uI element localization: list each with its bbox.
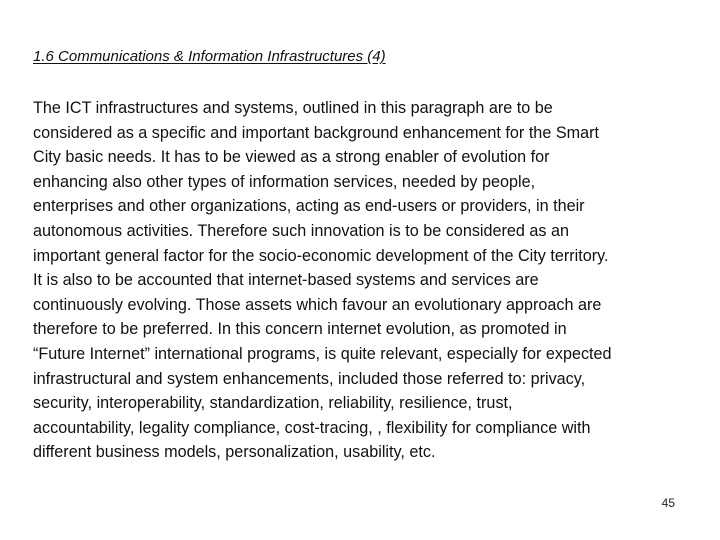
body-line: continuously evolving. Those assets which favour an evolutionary approach are bbox=[33, 295, 602, 314]
body-line: autonomous activities. Therefore such innovation is to be considered as an bbox=[33, 221, 570, 240]
body-line: security, interoperability, standardization, reliability, resilience, trust, bbox=[33, 394, 513, 413]
body-line: important general factor for the socio-economic development of the City territory. bbox=[33, 246, 609, 265]
body-line: enhancing also other types of information services, needed by people, bbox=[33, 172, 536, 191]
body-line: different business models, personalization, usability, etc. bbox=[33, 443, 436, 462]
body-line: The ICT infrastructures and systems, outlined in this paragraph are to be bbox=[33, 99, 553, 117]
body-line: infrastructural and system enhancements, included those referred to: privacy, bbox=[33, 369, 586, 388]
body-line: therefore to be preferred. In this concern internet evolution, as promoted in bbox=[33, 320, 567, 339]
body-line: considered as a specific and important background enhancement for the Smart bbox=[33, 123, 599, 142]
body-paragraph bbox=[33, 96, 703, 465]
page-number: 45 bbox=[661, 496, 675, 510]
body-line: City basic needs. It has to be viewed as a strong enabler of evolution for bbox=[33, 148, 550, 167]
body-line: enterprises and other organizations, acting as end-users or providers, in their bbox=[33, 197, 585, 216]
body-line: It is also to be accounted that internet-based systems and services are bbox=[33, 271, 539, 290]
section-heading: 1.6 Communications & Information Infrastructures (4) bbox=[33, 48, 386, 65]
body-line: “Future Internet” international programs, is quite relevant, especially for expected bbox=[33, 344, 612, 363]
body-line: accountability, legality compliance, cost-tracing, , flexibility for compliance with bbox=[33, 418, 591, 437]
